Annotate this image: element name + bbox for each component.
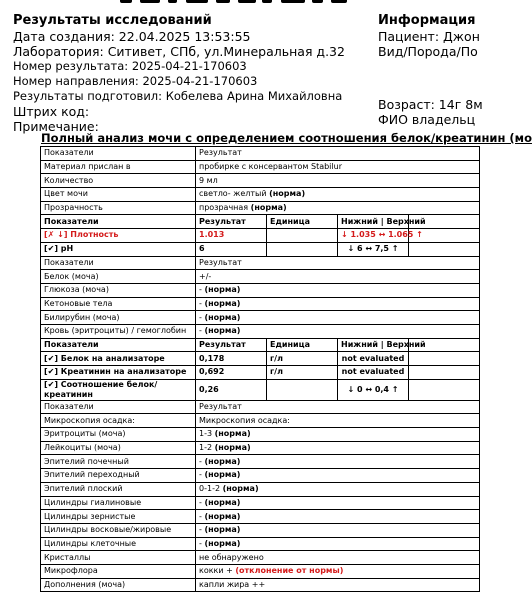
created-date: Дата создания: 22.04.2025 13:53:55 bbox=[13, 29, 251, 44]
table-header-row bbox=[41, 256, 480, 270]
col-header-result: Результат bbox=[199, 339, 246, 349]
param-range: not evaluated bbox=[341, 367, 405, 377]
param-name: Цилиндры клеточные bbox=[44, 538, 137, 548]
param-unit: г/л bbox=[270, 353, 283, 363]
table-header-row bbox=[41, 338, 480, 352]
param-value: 0,26 bbox=[199, 384, 219, 394]
param-flag: (норма) bbox=[204, 312, 241, 322]
prepared-by: Результаты подготовил: Кобелева Арина Михайловна bbox=[13, 89, 343, 103]
param-name: Кровь (эритроциты) / гемоглобин bbox=[44, 326, 187, 336]
table-row bbox=[41, 428, 480, 442]
param-name: Билирубин (моча) bbox=[44, 312, 120, 322]
param-value: 0,692 bbox=[199, 367, 225, 377]
microscopy-label: Микроскопия осадка: bbox=[44, 415, 135, 425]
param-value: - bbox=[199, 525, 202, 535]
param-value: 6 bbox=[199, 244, 205, 254]
col-header-unit: Единица bbox=[270, 216, 310, 226]
table-row bbox=[41, 188, 480, 202]
param-flag: (отклонение от нормы) bbox=[235, 566, 344, 576]
param-value: - bbox=[199, 312, 202, 322]
table-row bbox=[41, 324, 480, 338]
table-row bbox=[41, 455, 480, 469]
table-row bbox=[41, 160, 480, 174]
param-range: ↓ 1.035 ↔ 1.065 ↑ bbox=[341, 230, 423, 240]
table-row bbox=[41, 523, 480, 537]
results-table bbox=[40, 146, 480, 592]
param-name: Микрофлора bbox=[44, 566, 98, 576]
param-flag: (норма) bbox=[250, 203, 287, 213]
param-name: [✔] Креатинин на анализаторе bbox=[44, 367, 187, 377]
param-name: Эпителий почечный bbox=[44, 456, 129, 466]
param-name: Цвет мочи bbox=[44, 189, 88, 199]
species-breed: Вид/Порода/По bbox=[378, 44, 478, 59]
table-row bbox=[41, 283, 480, 297]
param-name: Белок (моча) bbox=[44, 271, 99, 281]
note-label: Примечание: bbox=[13, 119, 99, 134]
param-value: 0,178 bbox=[199, 353, 225, 363]
param-value: 9 мл bbox=[199, 175, 218, 185]
col-header-result: Результат bbox=[199, 216, 246, 226]
param-value: - bbox=[199, 285, 202, 295]
param-name: Цилиндры гиалиновые bbox=[44, 497, 142, 507]
param-value: - bbox=[199, 497, 202, 507]
table-row bbox=[41, 441, 480, 455]
table-row bbox=[41, 496, 480, 510]
param-flag: (норма) bbox=[204, 470, 241, 480]
param-flag: (норма) bbox=[204, 285, 241, 295]
col-header-param: Показатели bbox=[44, 402, 94, 412]
param-unit: г/л bbox=[270, 367, 283, 377]
param-value: прозрачная bbox=[199, 203, 249, 213]
patient-name: Пациент: Джон bbox=[378, 29, 480, 44]
table-row bbox=[41, 564, 480, 578]
param-name: Эпителий плоский bbox=[44, 484, 123, 494]
param-name: Эпителий переходный bbox=[44, 470, 140, 480]
param-name: Глюкоза (моча) bbox=[44, 285, 109, 295]
table-row bbox=[41, 414, 480, 428]
param-value: пробирке с консервантом Stabilur bbox=[199, 162, 342, 172]
param-name: Лейкоциты (моча) bbox=[44, 443, 121, 453]
param-name: Кристаллы bbox=[44, 552, 91, 562]
laboratory: Лаборатория: Ситивет, СПб, ул.Минеральная д.32 bbox=[13, 44, 345, 59]
param-value: - bbox=[199, 470, 202, 480]
param-flag: (норма) bbox=[204, 456, 241, 466]
param-name: Цилиндры восковые/жировые bbox=[44, 525, 172, 535]
referral-number: Номер направления: 2025-04-21-170603 bbox=[13, 74, 258, 88]
param-name: [✔] Белок на анализаторе bbox=[44, 353, 165, 363]
section-title: Полный анализ мочи с определением соотношения белок/креатинин (мо bbox=[41, 131, 532, 145]
table-row bbox=[41, 469, 480, 483]
param-name: Материал прислан в bbox=[44, 162, 131, 172]
param-range: ↓ 6 ↔ 7,5 ↑ bbox=[347, 244, 399, 254]
table-row bbox=[41, 510, 480, 524]
report-title: Результаты исследований bbox=[13, 13, 212, 28]
table-row bbox=[41, 201, 480, 215]
col-header-unit: Единица bbox=[270, 339, 310, 349]
table-row bbox=[41, 578, 480, 592]
table-row bbox=[41, 174, 480, 188]
param-name: Эритроциты (моча) bbox=[44, 429, 126, 439]
param-name: [✔] pH bbox=[44, 244, 74, 254]
col-header-param: Показатели bbox=[44, 257, 94, 267]
col-header-param: Показатели bbox=[44, 339, 99, 349]
col-header-param: Показатели bbox=[44, 216, 99, 226]
param-value: - bbox=[199, 456, 202, 466]
param-flag: (норма) bbox=[204, 525, 241, 535]
table-header-row bbox=[41, 147, 480, 161]
col-header-param: Показатели bbox=[44, 148, 94, 158]
table-header-row bbox=[41, 215, 480, 229]
param-flag: (норма) bbox=[269, 189, 306, 199]
table-row bbox=[41, 242, 480, 256]
param-name: Количество bbox=[44, 175, 94, 185]
table-row bbox=[41, 537, 480, 551]
table-row bbox=[41, 352, 480, 366]
table-row bbox=[41, 229, 480, 243]
param-name: Прозрачность bbox=[44, 203, 103, 213]
table-row bbox=[41, 551, 480, 565]
param-value: кокки + bbox=[199, 566, 233, 576]
table-row bbox=[41, 311, 480, 325]
param-name: Дополнения (моча) bbox=[44, 579, 126, 589]
table-row bbox=[41, 379, 480, 400]
param-name: Кетоновые тела bbox=[44, 298, 113, 308]
param-value: 1-3 bbox=[199, 429, 213, 439]
param-range: ↓ 0 ↔ 0,4 ↑ bbox=[347, 384, 399, 394]
param-value: 1.013 bbox=[199, 230, 225, 240]
param-value: - bbox=[199, 538, 202, 548]
param-value: +/- bbox=[199, 271, 212, 281]
owner-name: ФИО владельц bbox=[378, 112, 476, 127]
table-header-row bbox=[41, 400, 480, 414]
barcode-label: Штрих код: bbox=[13, 104, 90, 119]
result-number: Номер результата: 2025-04-21-170603 bbox=[13, 59, 247, 73]
col-header-range: Нижний | Верхний bbox=[341, 216, 426, 226]
table-row bbox=[41, 366, 480, 380]
param-flag: (норма) bbox=[204, 538, 241, 548]
col-header-result: Результат bbox=[199, 402, 242, 412]
param-flag: (норма) bbox=[222, 484, 259, 494]
patient-info bbox=[378, 13, 498, 127]
param-value: капли жира ++ bbox=[199, 579, 266, 589]
param-flag: (норма) bbox=[214, 443, 251, 453]
param-range: not evaluated bbox=[341, 353, 405, 363]
param-name: Цилиндры зернистые bbox=[44, 511, 136, 521]
param-value: - bbox=[199, 326, 202, 336]
param-flag: (норма) bbox=[204, 326, 241, 336]
param-value: - bbox=[199, 298, 202, 308]
report-header bbox=[13, 13, 373, 134]
param-flag: (норма) bbox=[204, 497, 241, 507]
param-name: [✗ ↓] Плотность bbox=[44, 230, 119, 240]
param-value: не обнаружено bbox=[199, 552, 264, 562]
microscopy-label-value: Микроскопия осадка: bbox=[199, 415, 290, 425]
param-flag: (норма) bbox=[204, 511, 241, 521]
patient-age: Возраст: 14г 8м bbox=[378, 97, 483, 112]
table-row bbox=[41, 297, 480, 311]
table-row bbox=[41, 482, 480, 496]
col-header-result: Результат bbox=[199, 257, 242, 267]
param-name: [✔] Соотношение белок/креатинин bbox=[44, 379, 158, 399]
param-value: 1-2 bbox=[199, 443, 213, 453]
param-value: 0-1-2 bbox=[199, 484, 221, 494]
info-title: Информация bbox=[378, 13, 476, 28]
param-flag: (норма) bbox=[204, 298, 241, 308]
cut-off-text-fragments bbox=[0, 0, 467, 3]
param-value: светло- желтый bbox=[199, 189, 267, 199]
param-flag: (норма) bbox=[214, 429, 251, 439]
param-value: - bbox=[199, 511, 202, 521]
table-row bbox=[41, 270, 480, 284]
col-header-range: Нижний | Верхний bbox=[341, 339, 426, 349]
col-header-result: Результат bbox=[199, 148, 242, 158]
